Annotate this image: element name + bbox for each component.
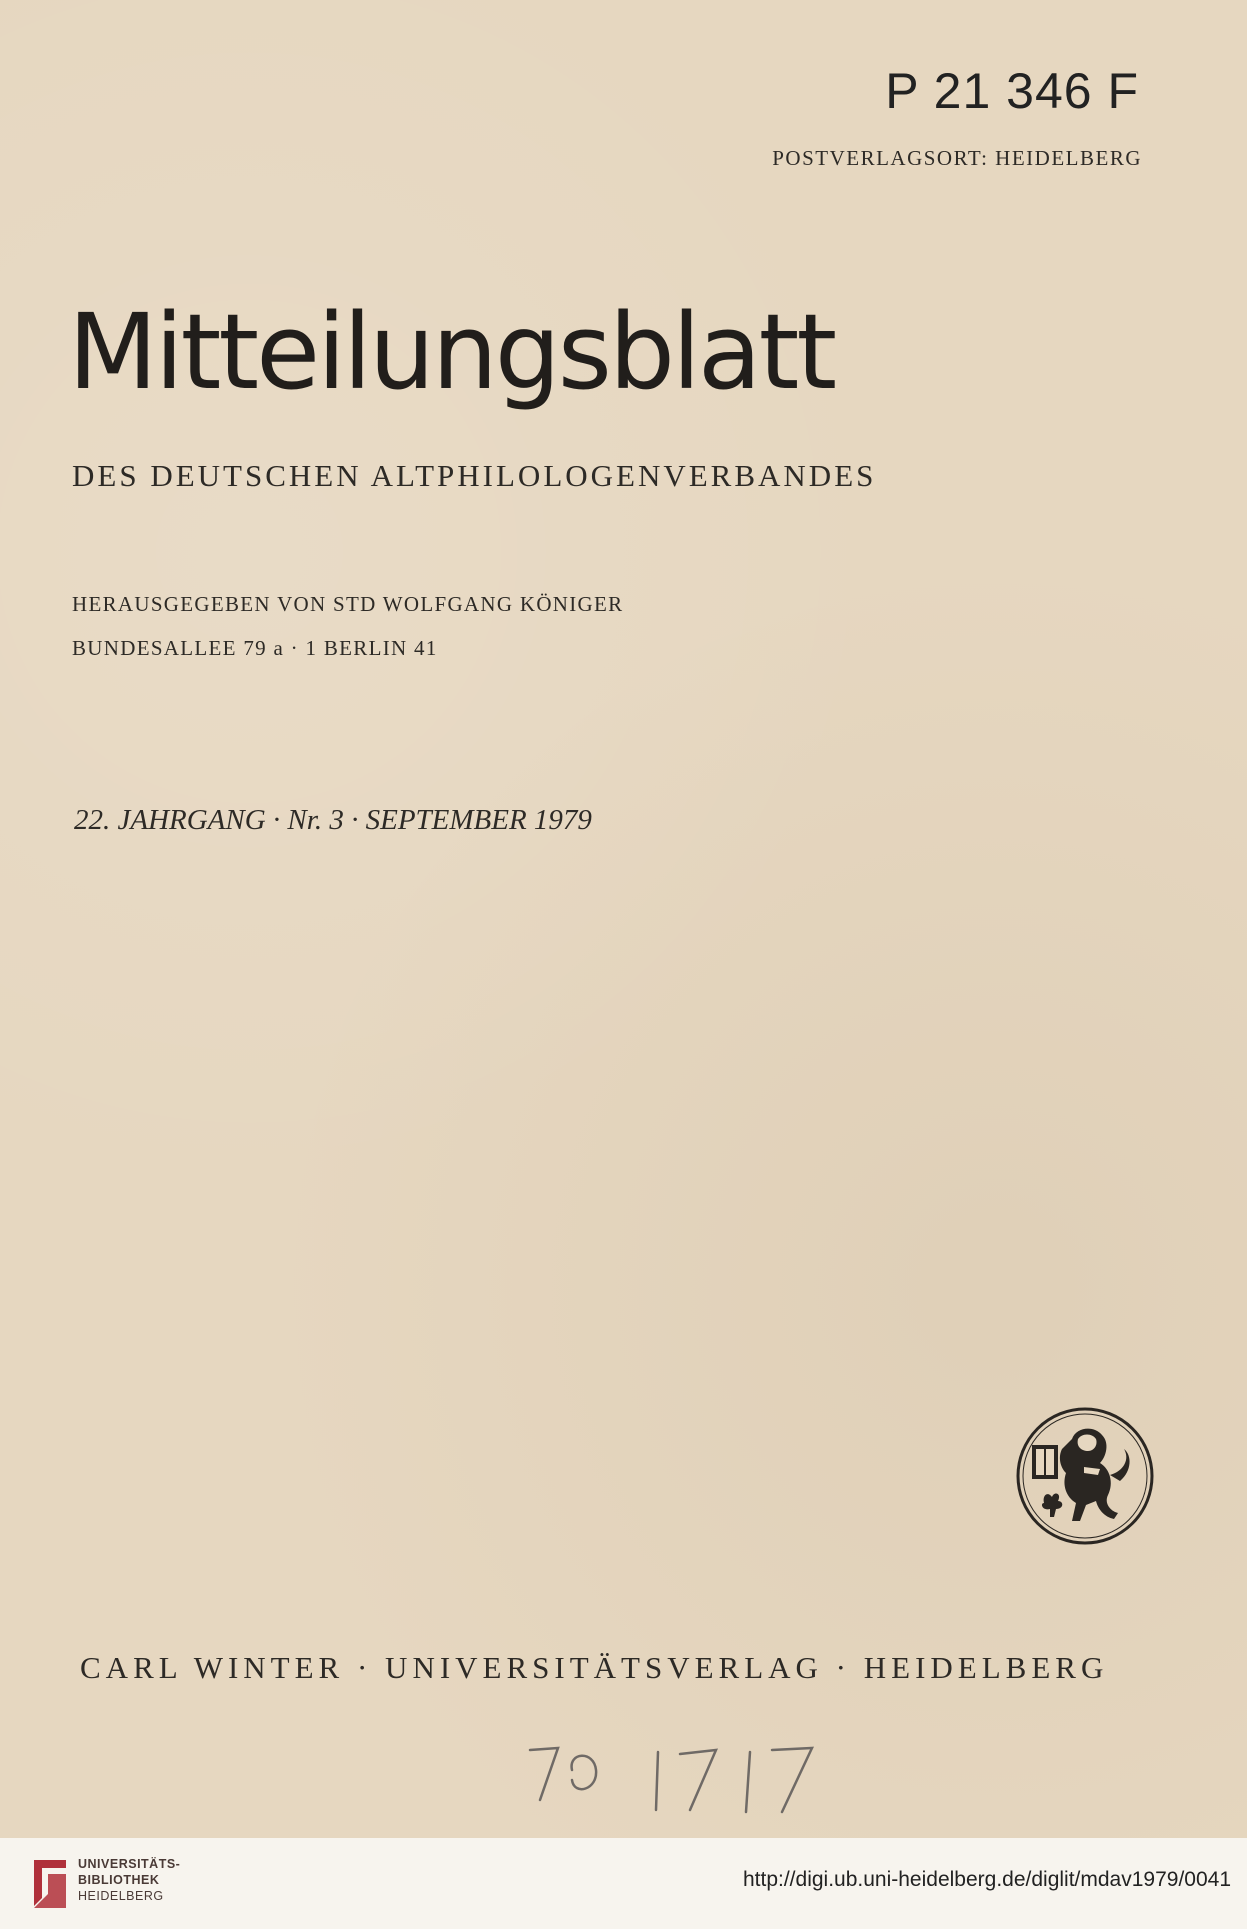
postal-place: POSTVERLAGSORT: HEIDELBERG bbox=[772, 146, 1142, 170]
university-library-logo-icon bbox=[28, 1854, 72, 1914]
editor-address: BUNDESALLEE 79 a · 1 BERLIN 41 bbox=[72, 636, 438, 660]
library-name-line: UNIVERSITÄTS- bbox=[78, 1857, 181, 1871]
handwritten-pencil-note bbox=[520, 1730, 860, 1820]
editor-line: HERAUSGEGEBEN VON STD WOLFGANG KÖNIGER bbox=[72, 592, 624, 616]
library-name-line: HEIDELBERG bbox=[78, 1889, 164, 1903]
library-name-line: BIBLIOTHEK bbox=[78, 1873, 160, 1887]
digitization-footer bbox=[0, 1838, 1247, 1929]
postal-code: P 21 346 F bbox=[885, 63, 1139, 119]
journal-title: Mitteilungsblatt bbox=[68, 291, 835, 413]
issue-info: 22. JAHRGANG · Nr. 3 · SEPTEMBER 1979 bbox=[74, 804, 592, 836]
publisher-line: CARL WINTER · UNIVERSITÄTSVERLAG · HEIDELBERG bbox=[80, 1650, 1109, 1685]
library-name bbox=[78, 1856, 180, 1904]
source-url-link[interactable]: http://digi.ub.uni-heidelberg.de/diglit/mdav1979/0041 bbox=[742, 1868, 1231, 1891]
publisher-lion-emblem-icon bbox=[1014, 1405, 1156, 1547]
journal-subtitle: DES DEUTSCHEN ALTPHILOLOGENVERBANDES bbox=[72, 458, 877, 493]
